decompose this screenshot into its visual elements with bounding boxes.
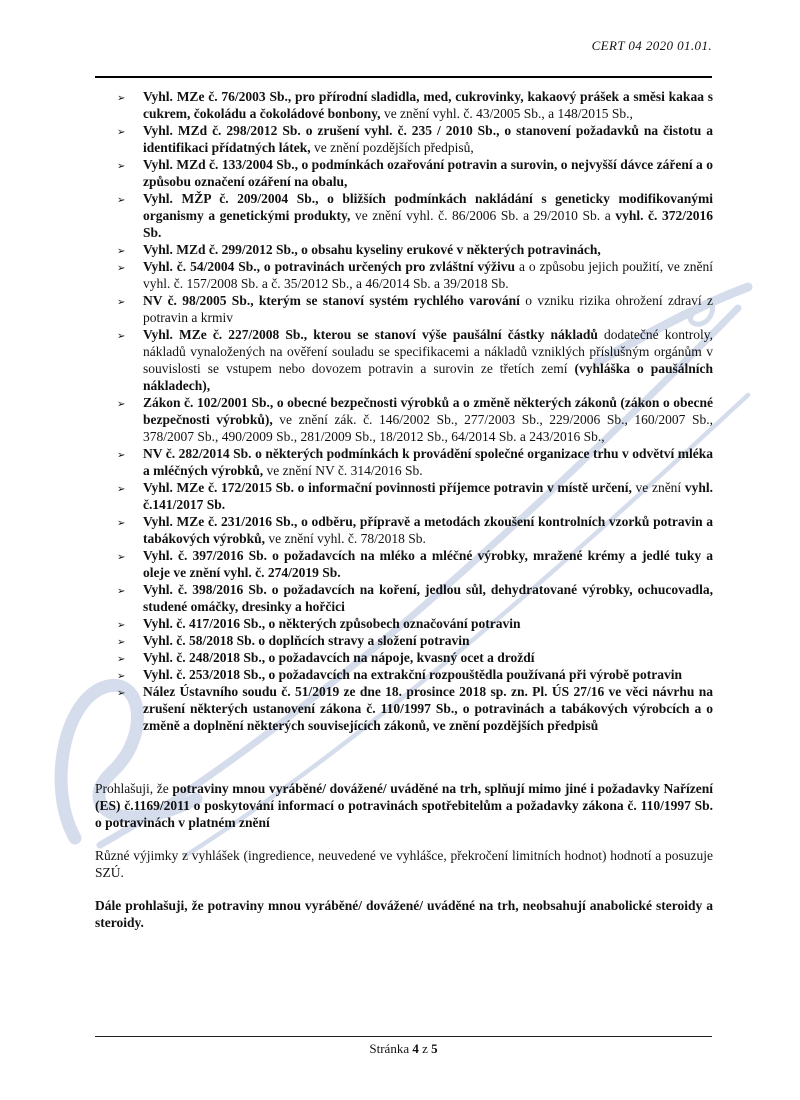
list-item bbox=[95, 394, 713, 445]
list-item-text bbox=[143, 548, 713, 580]
arrow-bullet-icon: ➢ bbox=[117, 161, 126, 172]
list-item-text bbox=[143, 616, 521, 631]
arrow-bullet-icon: ➢ bbox=[117, 297, 126, 308]
text-bold: 5 bbox=[431, 1041, 438, 1056]
arrow-bullet-icon: ➢ bbox=[117, 484, 126, 495]
arrow-bullet-icon: ➢ bbox=[117, 637, 126, 648]
arrow-bullet-icon: ➢ bbox=[117, 127, 126, 138]
arrow-bullet-icon: ➢ bbox=[117, 331, 126, 342]
list-item-text bbox=[143, 191, 713, 240]
list-item bbox=[95, 615, 713, 632]
arrow-bullet-icon: ➢ bbox=[117, 399, 126, 410]
text-bold: Vyhl. č. 248/2018 Sb., o požadavcích na nápoje, kvasný ocet a droždí bbox=[143, 650, 535, 665]
text-bold: Vyhl. č. 253/2018 Sb., o požadavcích na extrakční rozpouštědla používaná při výrobě potravin bbox=[143, 667, 683, 682]
arrow-bullet-icon: ➢ bbox=[117, 246, 126, 257]
content bbox=[95, 88, 713, 947]
text-regular: z bbox=[418, 1041, 432, 1056]
footer-rule bbox=[95, 1036, 712, 1037]
arrow-bullet-icon: ➢ bbox=[117, 518, 126, 529]
list-item bbox=[95, 666, 713, 683]
list-item bbox=[95, 649, 713, 666]
text-bold: (vyhláška o paušálních nákladech), bbox=[143, 361, 713, 393]
list-item-text bbox=[143, 684, 713, 733]
list-item-text bbox=[143, 633, 470, 648]
declaration-paragraph bbox=[95, 897, 713, 931]
list-item-text bbox=[143, 157, 713, 189]
list-item-text bbox=[143, 89, 713, 121]
text-bold: Vyhl. MZe č. 231/2016 Sb., o odběru, přípravě a metodách zkoušení kontrolních vzorků potravin a tabákových výrobků, bbox=[143, 514, 713, 546]
text-bold: Zákon č. 102/2001 Sb., o obecné bezpečnosti výrobků a o změně některých zákonů (zákon o obecné bezpečnosti výrobků), bbox=[143, 395, 713, 427]
list-item bbox=[95, 190, 713, 241]
list-item bbox=[95, 479, 713, 513]
list-item bbox=[95, 683, 713, 734]
declaration-paragraphs bbox=[95, 780, 713, 931]
text-bold: NV č. 282/2014 Sb. o některých podmínkách k provádění společné organizace trhu v odvětví mléka a mléčných výrobků, bbox=[143, 446, 713, 478]
text-bold: vyhl. č.141/2017 Sb. bbox=[143, 480, 713, 512]
text-regular: ve znění bbox=[635, 480, 685, 495]
list-item-text bbox=[143, 395, 713, 444]
text-bold: Vyhl. MZd č. 298/2012 Sb. o zrušení vyhl. č. 235 / 2010 Sb., o stanovení požadavků na čistotu a identifikaci přídatných látek, bbox=[143, 123, 713, 155]
list-item bbox=[95, 632, 713, 649]
text-bold: Vyhl. č. 398/2016 Sb. o požadavcích na koření, jedlou sůl, dehydratované výrobky, ochucovadla, studené omáčky, dresinky a hořčici bbox=[143, 582, 713, 614]
text-regular: ve znění zák. č. 146/2002 Sb., 277/2003 Sb., 229/2006 Sb., 160/2007 Sb., 378/2007 Sb., 490/2009 Sb., 281/2009 Sb., 18/2012 Sb., 64/2014 Sb. a 243/2016 Sb., bbox=[143, 412, 713, 444]
arrow-bullet-icon: ➢ bbox=[117, 93, 126, 104]
list-item-text bbox=[143, 667, 682, 682]
text-bold: vyhl. č. 372/2016 Sb. bbox=[143, 208, 713, 240]
text-regular: ve znění vyhl. č. 86/2006 Sb. a 29/2010 Sb. a bbox=[354, 208, 616, 223]
text-bold: Vyhl. MZe č. 227/2008 Sb., kterou se stanoví výše paušální částky nákladů bbox=[143, 327, 604, 342]
arrow-bullet-icon: ➢ bbox=[117, 654, 126, 665]
list-item-text bbox=[143, 582, 713, 614]
arrow-bullet-icon: ➢ bbox=[117, 671, 126, 682]
arrow-bullet-icon: ➢ bbox=[117, 195, 126, 206]
text-regular: Různé výjimky z vyhlášek (ingredience, neuvedené ve vyhlášce, překročení limitních hodnot) hodnotí a posuzuje SZÚ. bbox=[95, 848, 713, 880]
header-rule bbox=[95, 76, 712, 78]
list-item bbox=[95, 445, 713, 479]
doc-code: CERT 04 2020 01.01. bbox=[591, 38, 712, 53]
list-item bbox=[95, 122, 713, 156]
list-item bbox=[95, 547, 713, 581]
arrow-bullet-icon: ➢ bbox=[117, 263, 126, 274]
page-footer bbox=[95, 1041, 712, 1057]
arrow-bullet-icon: ➢ bbox=[117, 450, 126, 461]
text-regular: dodatečné kontroly, nákladů vynaložených na ověření souladu se specifikacemi a nákladů vzniklých příslušným orgánům v souvislosti se vstupem nebo dovozem potravin a surovin ze třetích zemí bbox=[143, 327, 713, 376]
declaration-paragraph bbox=[95, 780, 713, 831]
text-bold: Vyhl. č. 397/2016 Sb. o požadavcích na mléko a mléčné výrobky, mražené krémy a jedlé tuky a oleje ve znění vyhl. č. 274/2019 Sb. bbox=[143, 548, 713, 580]
regulation-list bbox=[95, 88, 713, 734]
list-item bbox=[95, 581, 713, 615]
text-bold: Nález Ústavního soudu č. 51/2019 ze dne 18. prosince 2018 sp. zn. Pl. ÚS 27/16 ve věci návrhu na zrušení některých ustanovení zákona č. 110/1997 Sb., o potravinách a tabákových výrobcích a o změně a doplnění některých souvisejících zákonů, ve znění pozdějších předpisů bbox=[143, 684, 713, 733]
text-bold: NV č. 98/2005 Sb., kterým se stanoví systém rychlého varování bbox=[143, 293, 526, 308]
text-bold: Vyhl. MZd č. 299/2012 Sb., o obsahu kyseliny erukové v některých potravinách, bbox=[143, 242, 601, 257]
text-bold: Vyhl. MZe č. 172/2015 Sb. o informační povinnosti příjemce potravin v místě určení, bbox=[143, 480, 636, 495]
arrow-bullet-icon: ➢ bbox=[117, 688, 126, 699]
text-regular: o vzniku rizika ohrožení zdraví z potravin a krmiv bbox=[143, 293, 713, 325]
arrow-bullet-icon: ➢ bbox=[117, 620, 126, 631]
text-bold: Vyhl. č. 54/2004 Sb., o potravinách určených pro zvláštní výživu bbox=[143, 259, 519, 274]
list-item bbox=[95, 292, 713, 326]
text-regular: Prohlašuji, že bbox=[95, 781, 173, 796]
arrow-bullet-icon: ➢ bbox=[117, 552, 126, 563]
list-item bbox=[95, 513, 713, 547]
list-item-text bbox=[143, 123, 713, 155]
list-item-text bbox=[143, 259, 713, 291]
text-bold: Dále prohlašuji, že potraviny mnou vyráběné/ dovážené/ uváděné na trh, neobsahují anabolické steroidy a steroidy. bbox=[95, 898, 713, 930]
text-regular: a o způsobu jejich použití, ve znění vyhl. č. 157/2008 Sb. a č. 35/2012 Sb., a 46/2014 Sb. a 39/2018 Sb. bbox=[143, 259, 713, 291]
declaration-paragraph bbox=[95, 847, 713, 881]
list-item-text bbox=[143, 480, 713, 512]
list-item bbox=[95, 241, 713, 258]
list-item-text bbox=[143, 293, 713, 325]
text-bold: Vyhl. č. 58/2018 Sb. o doplňcích stravy a složení potravin bbox=[143, 633, 470, 648]
text-bold: Vyhl. č. 417/2016 Sb., o některých způsobech označování potravin bbox=[143, 616, 521, 631]
list-item-text bbox=[143, 650, 535, 665]
text-bold: potraviny mnou vyráběné/ dovážené/ uváděné na trh, splňují mimo jiné i požadavky Nařízení (ES) č.1169/2011 o poskytování informací o potravinách spotřebitelům a požadavky zákona č. 110/1997 Sb. o potravinách v platném znění bbox=[95, 781, 713, 830]
list-item-text bbox=[143, 446, 713, 478]
list-item-text bbox=[143, 514, 713, 546]
text-bold: 4 bbox=[412, 1041, 419, 1056]
list-item bbox=[95, 88, 713, 122]
list-item bbox=[95, 326, 713, 394]
list-item bbox=[95, 156, 713, 190]
text-regular: ve znění pozdějších předpisů, bbox=[314, 140, 474, 155]
list-item bbox=[95, 258, 713, 292]
arrow-bullet-icon: ➢ bbox=[117, 586, 126, 597]
list-item-text bbox=[143, 327, 713, 393]
text-regular: ve znění vyhl. č. 43/2005 Sb., a 148/2015 Sb., bbox=[383, 106, 633, 121]
text-bold: Vyhl. MŽP č. 209/2004 Sb., o bližších podmínkách nakládání s geneticky modifikovanými organismy a genetickými produkty, bbox=[143, 191, 713, 223]
text-regular: Stránka bbox=[369, 1041, 413, 1056]
text-regular: ve znění vyhl. č. 78/2018 Sb. bbox=[268, 531, 426, 546]
text-bold: Vyhl. MZe č. 76/2003 Sb., pro přírodní sladidla, med, cukrovinky, kakaový prášek a směsi kakaa s cukrem, čokoládu a čokoládové bonbony, bbox=[143, 89, 713, 121]
list-item-text bbox=[143, 242, 601, 257]
text-regular: ve znění NV č. 314/2016 Sb. bbox=[266, 463, 423, 478]
text-bold: Vyhl. MZd č. 133/2004 Sb., o podmínkách ozařování potravin a surovin, o nejvyšší dávce záření a o způsobu označení ozáření na obalu, bbox=[143, 157, 713, 189]
